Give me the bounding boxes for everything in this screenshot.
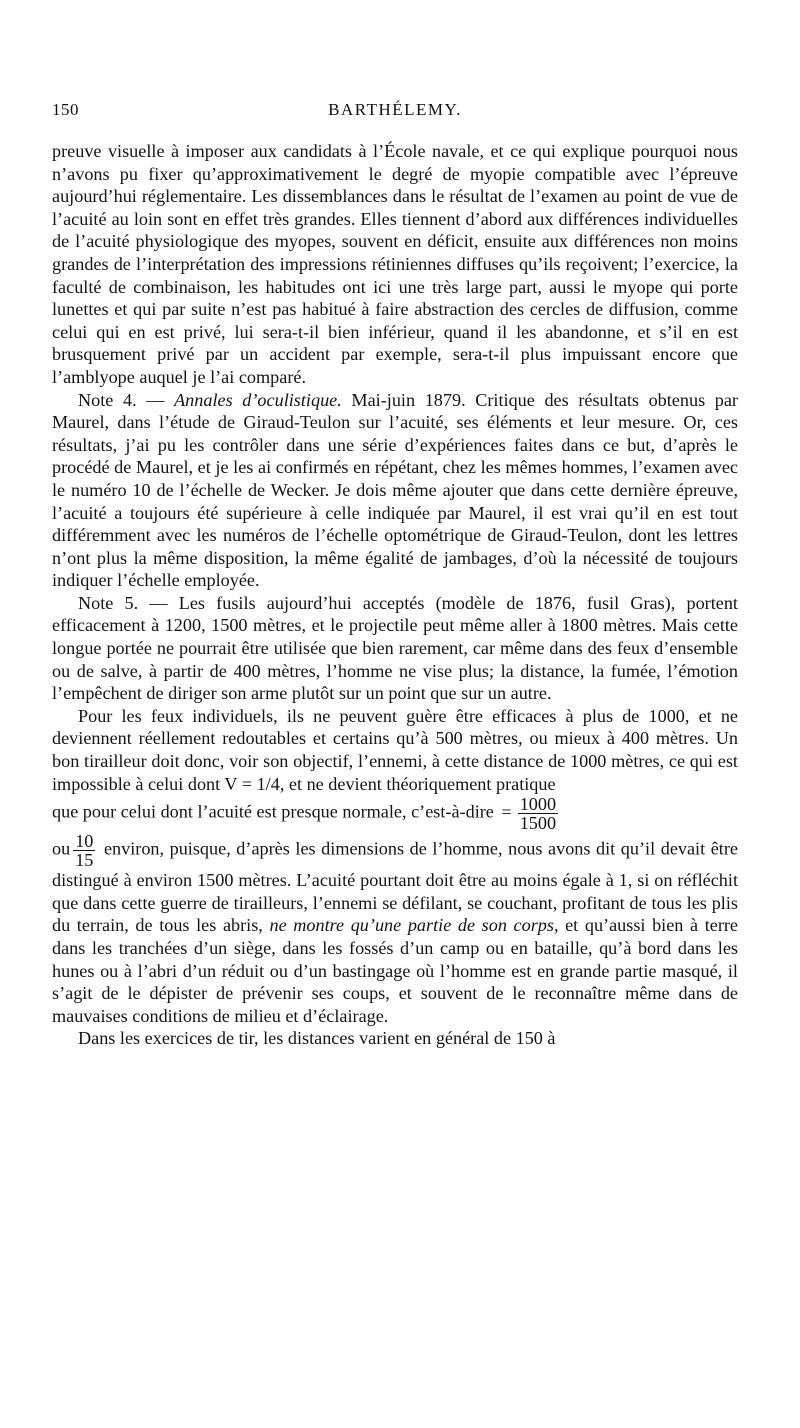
acuity-text-b: , et qu’aussi bien à terre dans les tranchées d’un siège, dans les fossés d’un camp ou en bataille, qu’à bord dans les hunes ou à l’abri d’un réduit ou d’un bastingage où l’homme est en grande partie masqué, il s’agit de le dépister de prévenir ses coups, et souvent de le reconnaître même dans de mauvaises conditions de milieu et d’éclairage. xyxy=(52,915,739,1026)
fraction-1000-1500 xyxy=(518,795,558,832)
page-header xyxy=(52,100,738,124)
fraction-numerator: 10 xyxy=(75,831,94,852)
fraction-10-15 xyxy=(73,832,95,869)
page-number: 150 xyxy=(52,100,79,119)
note-4-journal: Annales d’oculistique. xyxy=(174,389,342,410)
equals-sign: = xyxy=(501,801,512,822)
note-4-text: Mai-juin 1879. Critique des résultats obtenus par Maurel, dans l’étude de Giraud-Teulon sur l’acuité, ses éléments et leur mesure. Or, ces résultats, j’ai pu les contrôler dans une série d’expériences faites dans ce but, d’après le procédé de Maurel, et je les ai confirmés en répétant, chez les mêmes hommes, l’examen avec le numéro 10 de l’échelle de Wecker. Je dois même ajouter que dans cette dernière épreuve, l’acuité a toujours été supérieure à celle indiquée par Maurel, il est vrai qu’il en est tout différemment avec les numéros de l’échelle optométrique de Giraud-Teulon, dont les lettres n’ont plus la même disposition, la même égalité de jambages, d’où la nécessité de toujours indiquer l’échelle employée. xyxy=(52,389,738,591)
fraction-denominator: 1500 xyxy=(519,813,557,834)
paragraph-acuity xyxy=(52,832,738,1027)
acuity-text-a: environ, puisque, d’après les dimensions de l’homme, nous avons dit qu’il devait être distingué à environ 1500 mètres. L’acuité pourtant doit être au moins égale à 1, si on réfléchit que dans cette guerre de tirailleurs, l’ennemi se défilant, se couchant, profitant de tous les plis du terrain, de tous les abris, xyxy=(52,838,738,936)
fraction-numerator: 1000 xyxy=(519,794,557,815)
page-body xyxy=(52,140,738,1050)
acuity-text-italic: ne montre qu’une partie de son corps xyxy=(269,915,554,936)
word-ou: ou xyxy=(52,838,71,859)
paragraph-continuation: preuve visuelle à imposer aux candidats à l’École navale, et ce qui explique pourquoi nous n’avons pu fixer qu’approximativement le degré de myopie compatible avec l’épreuve aujourd’hui réglementaire. Les dissemblances dans le résultat de l’examen au point de vue de l’acuité au loin sont en effet très grandes. Elles tiennent d’abord aux différences individuelles de l’acuité physiologique des myopes, souvent en déficit, ensuite aux différences non moins grandes de l’interprétation des impressions rétiniennes diffuses qu’ils reçoivent; l’exercice, la faculté de combinaison, les habitudes ont ici une très large part, aussi le myope qui porte lunettes et qui par suite n’est pas habitué à faire abstraction des cercles de diffusion, comme celui qui en est privé, lui sera-t-il bien inférieur, quand il les abandonne, et s’il en est brusquement privé par un accident par exemple, sera-t-il plus impuissant encore que l’amblyope auquel je l’ai comparé. xyxy=(52,141,738,387)
note-4-lead: Note 4. — xyxy=(78,389,175,410)
note-4 xyxy=(52,389,738,592)
fraction-denominator: 15 xyxy=(75,850,94,871)
running-head: BARTHÉLEMY. xyxy=(328,100,462,119)
paragraph-fraction-line xyxy=(52,795,738,832)
fraction-line-text: que pour celui dont l’acuité est presque normale, c’est-à-dire xyxy=(52,801,494,822)
paragraph-individual-fire: Pour les feux individuels, ils ne peuvent guère être efficaces à plus de 1000, et ne deviennent réellement redoutables et certains qu’à 500 mètres, ou mieux à 400 mètres. Un bon tirailleur doit donc, voir son objectif, l’ennemi, à cette distance de 1000 mètres, ce qui est impossible à celui dont V = 1/4, et ne devient théoriquement pratique xyxy=(52,705,738,794)
paragraph-shooting-exercises: Dans les exercices de tir, les distances varient en général de 150 à xyxy=(78,1028,556,1049)
note-5: Note 5. — Les fusils aujourd’hui acceptés (modèle de 1876, fusil Gras), portent efficacement à 1200, 1500 mètres, et le projectile peut même aller à 1800 mètres. Mais cette longue portée ne pourrait être utilisée que bien rarement, car même dans des feux d’ensemble ou de salve, à partir de 400 mètres, l’homme ne vise plus; la distance, la fumée, l’émotion l’empêchent de diriger son arme plutôt sur un point que sur un autre. xyxy=(52,592,738,704)
